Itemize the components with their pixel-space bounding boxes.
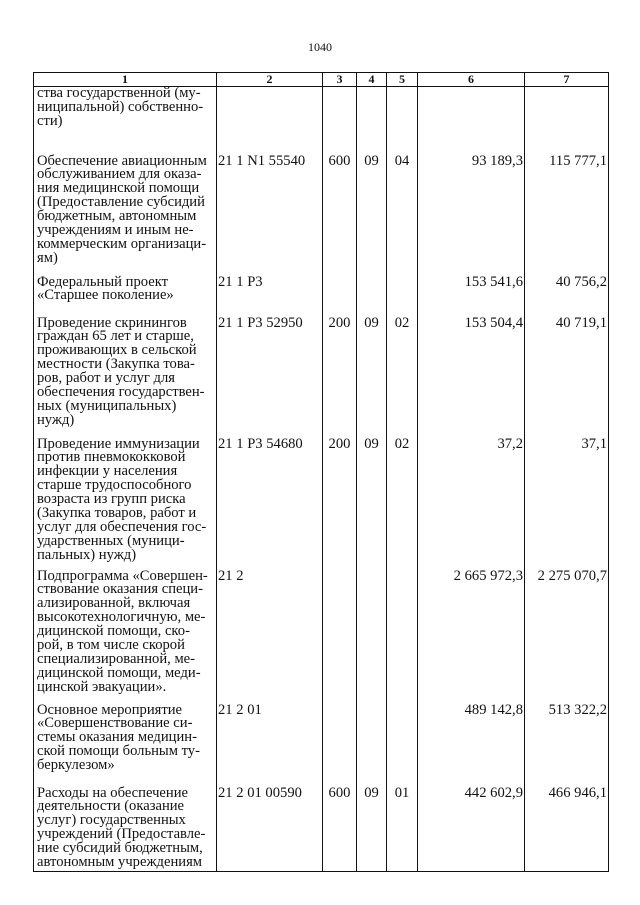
amount-col6-cell: 153 541,6	[418, 276, 525, 317]
amount-col7-cell: 115 777,1	[525, 155, 609, 276]
subsection-cell	[387, 276, 418, 317]
amount-col7-cell: 2 275 070,7	[525, 570, 609, 704]
amount-col6-cell: 442 602,9	[418, 787, 525, 872]
table-row	[34, 155, 609, 276]
amount-col6-cell: 93 189,3	[418, 155, 525, 276]
subsection-cell	[387, 87, 418, 155]
table-row	[34, 276, 609, 317]
table-row	[34, 438, 609, 570]
row-name-cell	[34, 87, 217, 155]
page-number: 1040	[308, 40, 332, 54]
subsection-cell: 01	[387, 787, 418, 872]
subsection-cell: 02	[387, 317, 418, 438]
table-row	[34, 570, 609, 704]
row-name-cell	[34, 314, 217, 438]
amount-col6-cell	[418, 87, 525, 155]
section-cell: 09	[357, 317, 387, 438]
amount-col7-cell: 37,1	[525, 438, 609, 570]
expense-type-cell: 600	[323, 155, 357, 276]
column-header: 6	[418, 73, 525, 87]
row-name: Обеспечение авиационным обслуживанием для оказа- ния медицинской помощи (Предоставление субсидий бюджетным, автономным учреждениям и иным не- коммерческим организаци- ям)	[37, 152, 207, 266]
amount-col6-cell: 489 142,8	[418, 704, 525, 787]
expense-type-cell: 600	[323, 787, 357, 872]
section-cell	[357, 87, 387, 155]
expense-type-cell	[323, 276, 357, 317]
row-name-cell	[34, 273, 217, 317]
table-row	[34, 787, 609, 872]
target-code-cell: 21 1 N1 55540	[217, 155, 323, 276]
target-code-cell	[217, 87, 323, 155]
expense-type-cell	[323, 570, 357, 704]
row-name-cell	[34, 701, 217, 787]
target-code-cell: 21 2	[217, 570, 323, 704]
column-header: 4	[357, 73, 387, 87]
target-code-cell: 21 1 P3	[217, 276, 323, 317]
row-name-cell	[34, 784, 217, 872]
subsection-cell	[387, 570, 418, 704]
expense-type-cell	[323, 704, 357, 787]
subsection-cell: 02	[387, 438, 418, 570]
row-name: Проведение иммунизации против пневмококковой инфекции у населения старше трудоспособного возраста из групп риска (Закупка товаров, работ и услуг для обеспечения гос- ударственных (муници- пальных) нужд)	[37, 435, 207, 563]
row-name-cell	[34, 435, 217, 570]
column-header: 7	[525, 73, 609, 87]
target-code-cell: 21 2 01 00590	[217, 787, 323, 872]
amount-col7-cell: 40 719,1	[525, 317, 609, 438]
target-code-cell: 21 2 01	[217, 704, 323, 787]
table-row	[34, 704, 609, 787]
row-name: Федеральный проект «Старшее поколение»	[37, 273, 174, 304]
expense-type-cell: 200	[323, 438, 357, 570]
amount-col6-cell: 153 504,4	[418, 317, 525, 438]
amount-col6-cell: 2 665 972,3	[418, 570, 525, 704]
table-row	[34, 87, 609, 155]
subsection-cell: 04	[387, 155, 418, 276]
column-header: 5	[387, 73, 418, 87]
amount-col7-cell: 40 756,2	[525, 276, 609, 317]
section-cell: 09	[357, 438, 387, 570]
amount-col6-cell: 37,2	[418, 438, 525, 570]
section-cell	[357, 276, 387, 317]
column-header: 1	[34, 73, 217, 87]
column-header: 3	[323, 73, 357, 87]
subsection-cell	[387, 704, 418, 787]
section-cell: 09	[357, 155, 387, 276]
target-code-cell: 21 1 P3 52950	[217, 317, 323, 438]
column-header: 2	[217, 73, 323, 87]
expense-type-cell: 200	[323, 317, 357, 438]
row-name: Основное мероприятие «Совершенствование си- стемы оказания медицин- ской помощи больным ту- беркулезом»	[37, 701, 200, 774]
section-cell	[357, 570, 387, 704]
row-name: Расходы на обеспечение деятельности (оказание услуг) государственных учреждений (Предоставле- ние субсидий бюджетным, автономным учреждениям	[37, 784, 206, 871]
amount-col7-cell: 466 946,1	[525, 787, 609, 872]
row-name: ства государственной (му- ниципальной) собственно- сти)	[37, 85, 204, 129]
row-name: Проведение скринингов граждан 65 лет и старше, проживающих в сельской местности (Закупка това- ров, работ и услуг для обеспечения государствен- ных (муниципальных) нужд)	[37, 314, 205, 428]
table-row	[34, 317, 609, 438]
section-cell: 09	[357, 787, 387, 872]
row-name: Подпрограмма «Совершен- ствование оказания специ- ализированной, включая высокотехнологичную, ме- дицинской помощи, ско- рой, в том числе скорой специализированной, ме- дицинской помощи, меди- цинской эвакуации».	[37, 567, 208, 695]
row-name-cell	[34, 152, 217, 276]
section-cell	[357, 704, 387, 787]
amount-col7-cell	[525, 87, 609, 155]
expense-type-cell	[323, 87, 357, 155]
row-name-cell	[34, 567, 217, 704]
budget-table	[33, 72, 609, 872]
target-code-cell: 21 1 P3 54680	[217, 438, 323, 570]
amount-col7-cell: 513 322,2	[525, 704, 609, 787]
